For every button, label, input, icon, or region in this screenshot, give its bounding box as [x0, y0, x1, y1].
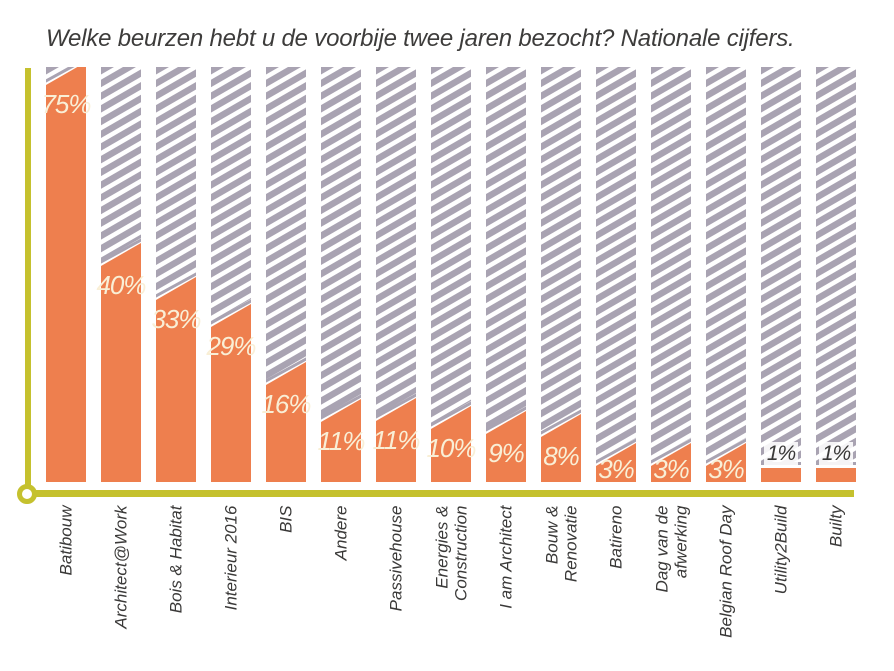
bar-value-text: 9%	[488, 438, 524, 468]
x-axis-label-line: Batireno	[606, 505, 626, 569]
bar-builty	[816, 67, 856, 482]
x-axis-label-line: Utility2Build	[771, 505, 791, 595]
bar-hatch-remainder	[266, 67, 306, 380]
bar-value-fill	[46, 67, 86, 482]
bar-andere	[321, 67, 361, 482]
chart-title: Welke beurzen hebt u de voorbije twee jaren bezocht? Nationale cijfers.	[46, 25, 795, 52]
bar-bouw-renovatie	[541, 67, 581, 482]
y-axis-line	[25, 68, 31, 487]
bar-graphic	[651, 67, 691, 482]
bar-hatch-remainder	[486, 67, 526, 429]
x-axis-label-i-am-architect	[479, 506, 534, 656]
bar-utility2build	[761, 67, 801, 482]
bar-value-text: 29%	[206, 331, 256, 361]
x-axis-label-line: I am Architect	[496, 505, 516, 609]
x-axis-label-line: afwerking	[671, 505, 690, 579]
x-axis-label-utility2build	[754, 506, 809, 656]
x-axis-label-line: Builty	[826, 505, 846, 548]
bar-graphic	[816, 67, 856, 482]
x-axis-label-line: Construction	[451, 505, 470, 601]
axis-origin-dot	[17, 484, 37, 504]
bar-value-text: 11%	[317, 426, 365, 456]
bar-batibouw	[46, 67, 86, 482]
bar-value-text: 3%	[598, 454, 634, 484]
x-axis-label-architect-work	[94, 506, 149, 656]
bar-graphic	[321, 67, 361, 482]
x-axis-label-interieur-2016	[204, 506, 259, 656]
bar-hatch-remainder	[376, 67, 416, 416]
bar-architect-work	[101, 67, 141, 482]
x-axis-label-line: Interieur 2016	[221, 505, 241, 611]
bar-value-text: 1%	[764, 442, 798, 466]
bar-value-fill	[816, 468, 856, 482]
bar-graphic	[266, 67, 306, 482]
bar-hatch-remainder	[101, 67, 141, 261]
bar-graphic	[541, 67, 581, 482]
x-axis-label-dag-van-de-afwerking	[644, 506, 699, 656]
bar-value-fill	[101, 243, 141, 482]
x-axis-label-line: Energies &	[432, 505, 451, 589]
bar-value-text: 16%	[261, 389, 311, 419]
bar-value-text: 8%	[543, 441, 579, 471]
bar-belgian-roof-day	[706, 67, 746, 482]
bar-value-fill	[761, 468, 801, 482]
bar-graphic	[46, 67, 86, 482]
x-axis-label-line: Belgian Roof Day	[716, 505, 736, 638]
bar-batireno	[596, 67, 636, 482]
x-axis-label-line: Batibouw	[56, 505, 76, 576]
bar-hatch-remainder	[211, 67, 251, 322]
bar-graphic	[101, 67, 141, 482]
x-axis-label-andere	[314, 506, 369, 656]
bar-hatch-remainder	[761, 67, 801, 462]
bar-graphic	[761, 67, 801, 482]
bar-graphic	[431, 67, 471, 482]
bar-hatch-remainder	[596, 67, 636, 461]
x-axis-label-belgian-roof-day	[699, 506, 754, 656]
bar-hatch-remainder	[706, 67, 746, 461]
x-axis-label-line: Andere	[331, 505, 351, 561]
x-axis-label-bouw-renovatie	[534, 506, 589, 656]
bar-energies-construction	[431, 67, 471, 482]
x-axis-label-batireno	[589, 506, 644, 656]
bar-hatch-remainder	[156, 67, 196, 295]
bar-graphic	[706, 67, 746, 482]
x-axis-label-line: BIS	[276, 505, 296, 533]
x-axis-label-line: Bouw &	[542, 505, 561, 565]
bar-passivehouse	[376, 67, 416, 482]
bar-graphic	[486, 67, 526, 482]
bar-value-fill	[266, 362, 306, 482]
bar-graphic	[211, 67, 251, 482]
x-axis-label-energies-construction	[424, 506, 479, 656]
bar-dag-van-de-afwerking	[651, 67, 691, 482]
bar-hatch-remainder	[431, 67, 471, 424]
bar-bis	[266, 67, 306, 482]
bar-hatch-remainder	[541, 67, 581, 432]
bar-hatch-remainder	[651, 67, 691, 461]
bar-value-text: 33%	[151, 304, 201, 334]
x-axis-label-line: Renovatie	[561, 505, 580, 583]
bar-hatch-remainder	[321, 67, 361, 417]
bar-bois-habitat	[156, 67, 196, 482]
x-axis-label-builty	[809, 506, 864, 656]
x-axis-label-bois-habitat	[149, 506, 204, 656]
bar-graphic	[376, 67, 416, 482]
bar-interieur-2016	[211, 67, 251, 482]
bar-value-fill	[156, 277, 196, 482]
bar-value-text: 11%	[372, 425, 420, 455]
x-axis-label-line: Dag van de	[652, 505, 671, 593]
bar-value-text: 3%	[708, 454, 744, 484]
bar-value-text: 75%	[41, 89, 91, 119]
x-axis-label-line: Architect@Work	[111, 505, 131, 629]
bar-graphic	[596, 67, 636, 482]
x-axis-line	[34, 490, 854, 497]
x-axis-label-line: Bois & Habitat	[166, 505, 186, 614]
bar-value-fill	[211, 304, 251, 482]
bar-hatch-remainder	[816, 67, 856, 462]
bar-value-text: 1%	[819, 442, 853, 466]
bar-value-text: 40%	[96, 270, 146, 300]
x-axis-label-bis	[259, 506, 314, 656]
bar-i-am-architect	[486, 67, 526, 482]
bar-value-text: 3%	[653, 454, 689, 484]
bar-value-text: 10%	[426, 433, 476, 463]
x-axis-label-passivehouse	[369, 506, 424, 656]
x-axis-label-line: Passivehouse	[386, 505, 406, 612]
bar-graphic	[156, 67, 196, 482]
x-axis-label-batibouw	[39, 506, 94, 656]
